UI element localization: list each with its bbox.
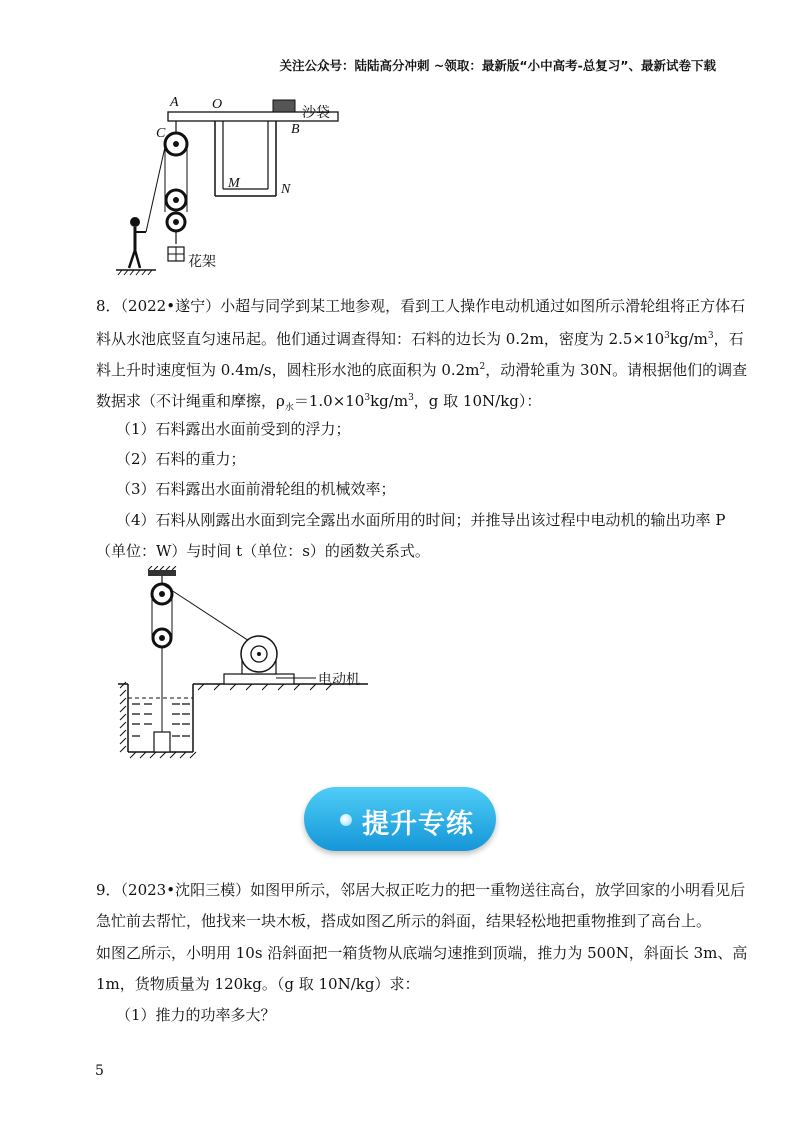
q8-line-4: 数据求（不计绳重和摩擦，$\rho_水=1.0\times 10^3kg/m^3$，g 取 10N/kg）： [96, 392, 542, 413]
q8-line-2: 料从水池底竖直匀速吊起。他们通过调查得知：石料的边长为 0.2m，密度为 $2.5\times 10^3kg/m^3$，石 [96, 330, 744, 348]
q8-line-1: 8．（2022•遂宁）小超与同学到某工地参观，看到工人操作电动机通过如图所示滑轮组将正方体石 [96, 297, 746, 315]
stone-block-shape [154, 732, 170, 752]
sandbag-label: 沙袋 [302, 105, 330, 121]
label-C: C [156, 126, 166, 141]
q9-line-2: 急忙前去帮忙，他找来一块木板，搭成如图乙所示的斜面，结果轻松地把重物推到了高台上。 [96, 912, 712, 930]
practice-banner [304, 787, 496, 851]
q9-line-4: 1m，货物质量为 120kg。（g 取 10N/kg）求： [96, 975, 420, 993]
q8-line-3: 料上升时速度恒为 0.4m/s，圆柱形水池的底面积为 $0.2m^2$，动滑轮重为 30N。请根据他们的调查 [96, 361, 748, 379]
flower-rack-label: 花架 [188, 254, 216, 270]
lever-pulley-figure [108, 92, 348, 282]
q8-sub-2: （2）石料的重力； [116, 450, 246, 468]
label-M: M [228, 176, 240, 191]
page-header: 关注公众号：陆陆高分冲刺 ~领取：最新版“小中高考-总复习”、最新试卷下载 [279, 58, 716, 73]
label-B: B [291, 122, 300, 137]
q9-sub-1: （1）推力的功率多大？ [116, 1006, 276, 1024]
q9-line-3: 如图乙所示，小明用 10s 沿斜面把一箱货物从底端匀速推到顶端，推力为 500N，斜面长 3m、高 [96, 944, 748, 962]
label-N: N [281, 182, 291, 197]
sandbag-shape [273, 100, 295, 112]
q8-sub-4-line-2: （单位：W）与时间 t（单位：s）的函数关系式。 [96, 542, 430, 560]
banner-dot-icon [340, 814, 352, 826]
q8-sub-4-line-1: （4）石料从刚露出水面到完全露出水面所用的时间；并推导出该过程中电动机的输出功率 P [116, 511, 726, 529]
page-number: 5 [95, 1063, 104, 1079]
q8-sub-3: （3）石料露出水面前滑轮组的机械效率； [116, 480, 396, 498]
label-A: A [170, 95, 179, 110]
banner-text: 提升专练 [362, 809, 474, 840]
motor-label: 电动机 [318, 672, 360, 688]
q9-line-1: 9．（2023•沈阳三模）如图甲所示，邻居大叔正吃力的把一重物送往高台，放学回家的小明看见后 [96, 881, 746, 899]
label-O: O [212, 97, 223, 112]
motor-pulley-figure [118, 566, 378, 762]
q8-sub-1: （1）石料露出水面前受到的浮力； [116, 420, 351, 438]
